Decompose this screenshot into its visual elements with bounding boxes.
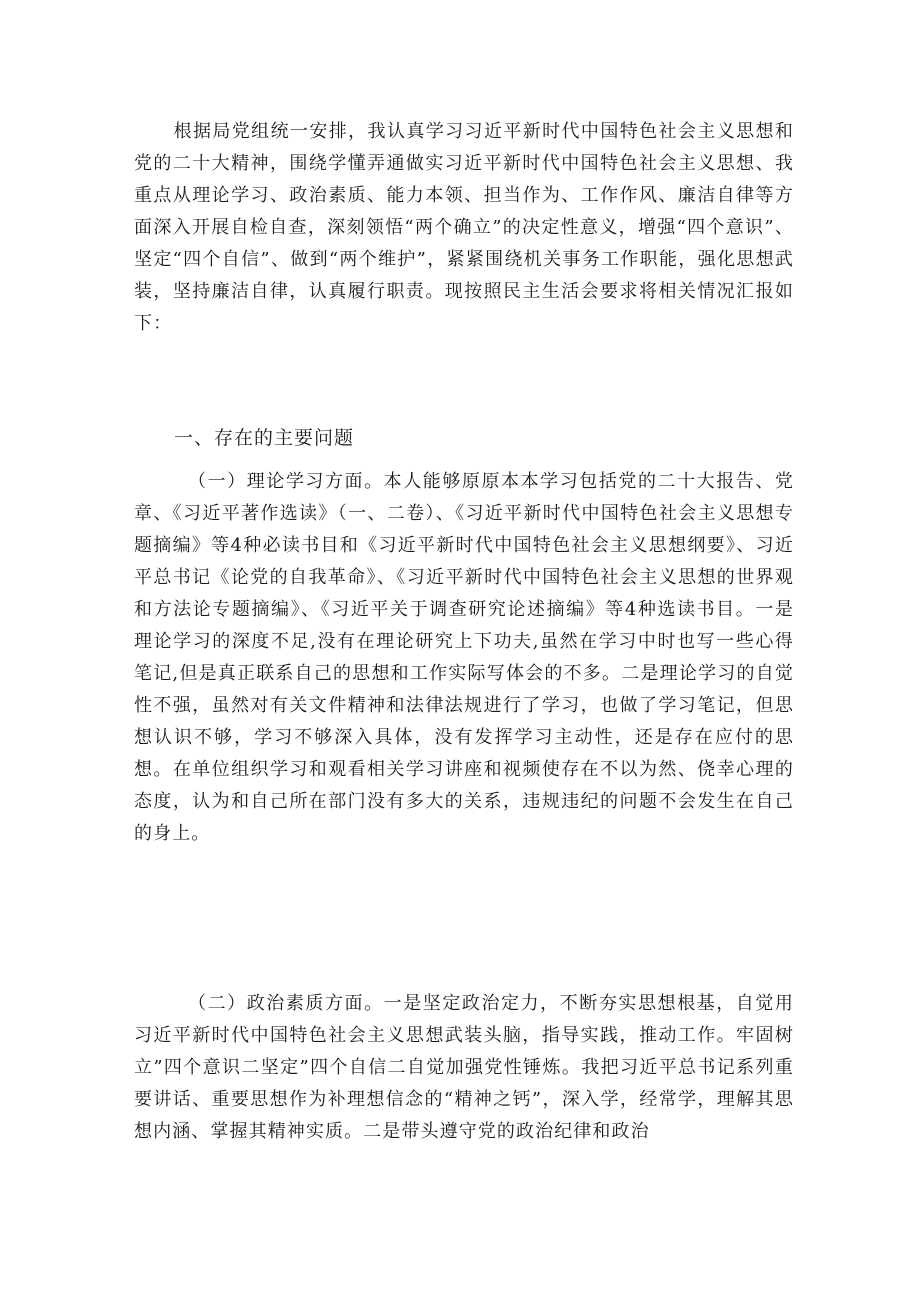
- paragraph-intro: 根据局党组统一安排，我认真学习习近平新时代中国特色社会主义思想和党的二十大精神，围绕学懂弄通做实习近平新时代中国特色社会主义思想、我重点从理论学习、政治素质、能力本领、担当作为、工作作风、廉洁自律等方面深入开展自检自查，深刻领悟“两个确立”的决定性意义，增强“四个意识”、坚定“四个自信”、做到“两个维护”，紧紧围绕机关事务工作职能，强化思想武装，坚持廉洁自律，认真履行职责。现按照民主生活会要求将相关情况汇报如下：: [134, 121, 794, 334]
- section-heading-main-problems: 一、存在的主要问题: [174, 427, 355, 449]
- paragraph-political-quality: （二）政治素质方面。一是坚定政治定力，不断夯实思想根基，自觉用习近平新时代中国特色社会主义思想武装头脑，指导实践，推动工作。牢固树立”四个意识二坚定”四个自信二自觉加强党性锤炼。我把习近平总书记系列重要讲话、重要思想作为补理想信念的“精神之钙”，深入学，经常学，理解其思想内涵、掌握其精神实质。二是带头遵守党的政治纪律和政治: [134, 993, 794, 1142]
- paragraph-theory-study: （一）理论学习方面。本人能够原原本本学习包括党的二十大报告、党章、《习近平著作选读》（一、二卷）、《习近平新时代中国特色社会主义思想专题摘编》等4种必读书目和《习近平新时代中国特色社会主义思想纲要》、习近平总书记《论党的自我革命》、《习近平新时代中国特色社会主义思想的世界观和方法论专题摘编》、《习近平关于调查研究论述摘编》等4种选读书目。一是理论学习的深度不足,没有在理论研究上下功夫,虽然在学习中时也写一些心得笔记,但是真正联系自己的思想和工作实际写体会的不多。二是理论学习的自觉性不强，虽然对有关文件精神和法律法规进行了学习，也做了学习笔记，但思想认识不够，学习不够深入具体，没有发挥学习主动性，还是存在应付的思想。在单位组织学习和观看相关学习讲座和视频使存在不以为然、侥幸心理的态度，认为和自己所在部门没有多大的关系，违规违纪的问题不会发生在自己的身上。: [134, 471, 794, 844]
